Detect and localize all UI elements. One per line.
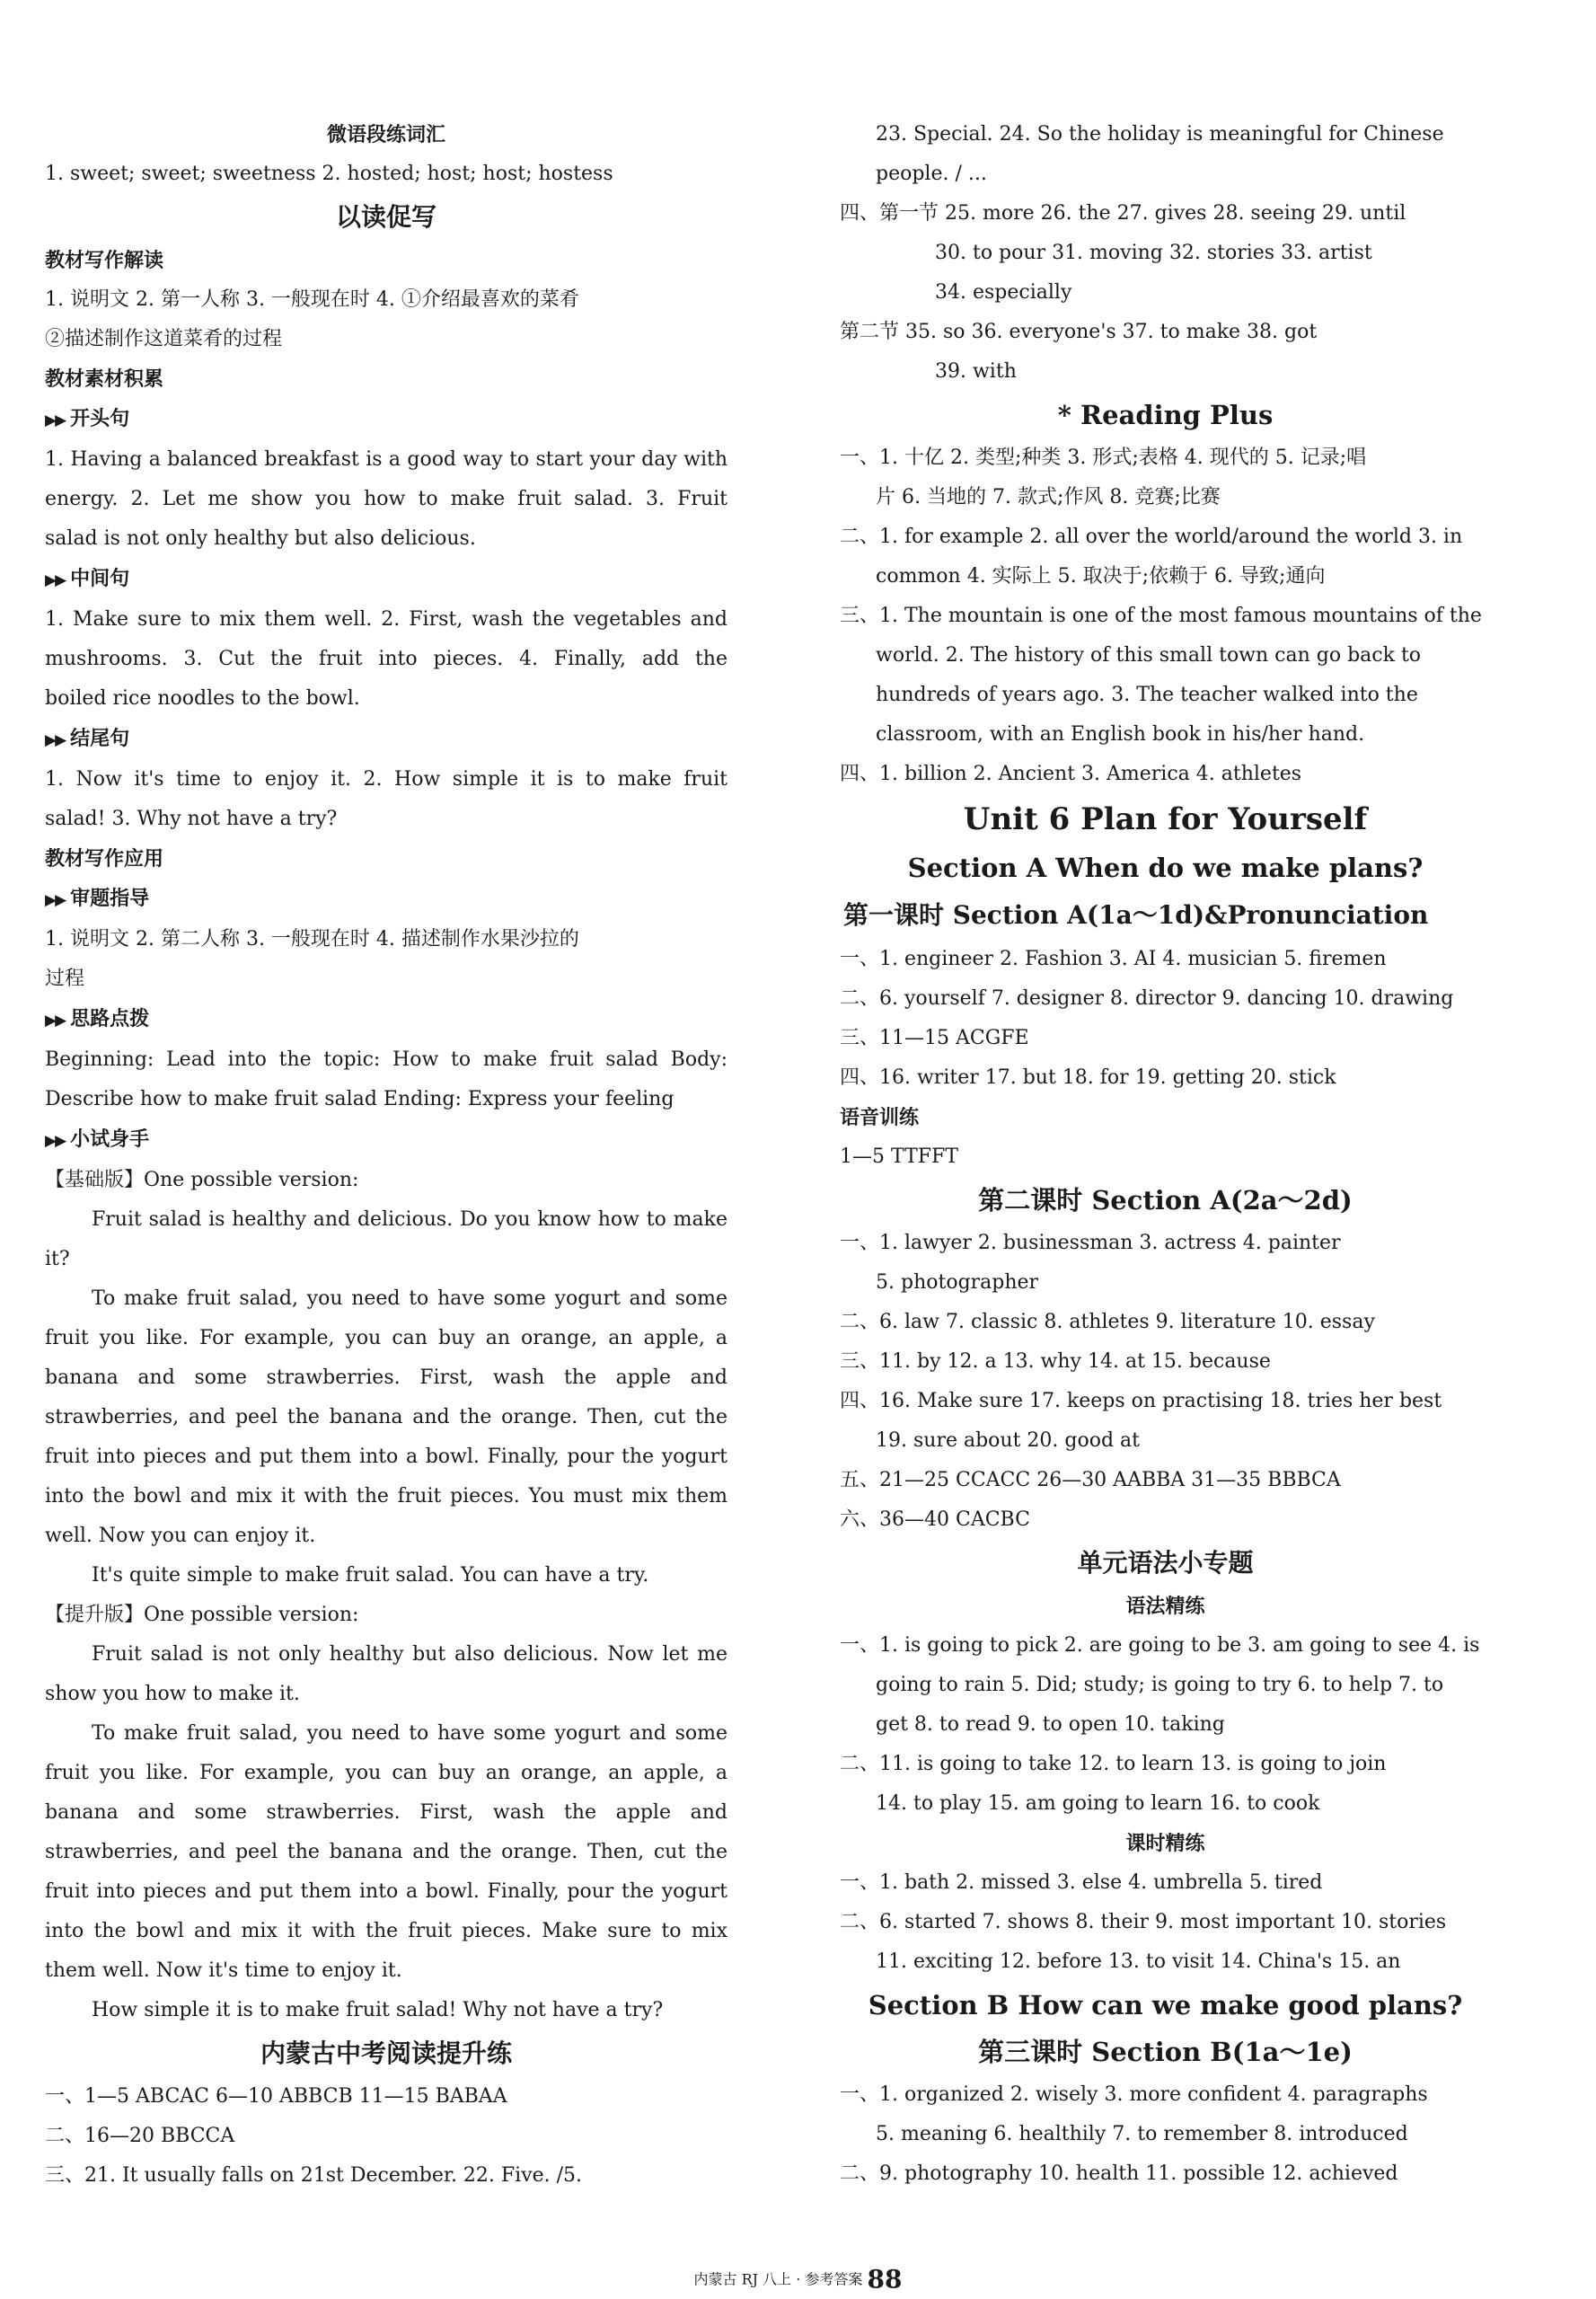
text-line: strawberries, and peel the banana and the orange. Then, cut the: [45, 1841, 727, 1863]
bullet-heading-text: 中间句: [70, 567, 130, 590]
answer-line: 39. with: [935, 360, 1017, 383]
answer-line: world. 2. The history of this small town can go back to: [876, 644, 1422, 667]
bullet-heading: [45, 1119, 727, 1161]
subsection-heading: 微语段练词汇: [326, 123, 445, 146]
unit-heading: Unit 6 Plan for Yourself: [963, 801, 1368, 837]
answer-line: 1. 说明文 2. 第一人称 3. 一般现在时 4. ①介绍最喜欢的菜肴: [45, 288, 579, 311]
answer-line: ②描述制作这道菜肴的过程: [45, 328, 283, 350]
answer-line: 一、1. organized 2. wisely 3. more confident 4. paragraphs: [840, 2083, 1428, 2106]
answer-line: 5. meaning 6. healthily 7. to remember 8. introduced: [876, 2123, 1408, 2145]
bullet-heading-text: 审题指导: [70, 887, 150, 910]
bullet-heading: [45, 399, 727, 440]
bullet-heading: [45, 879, 727, 920]
answer-line: 一、1. engineer 2. Fashion 3. AI 4. musician 5. firemen: [840, 948, 1387, 970]
answer-line: 二、6. law 7. classic 8. athletes 9. literature 10. essay: [840, 1311, 1375, 1333]
answer-line: well. Now you can enjoy it.: [45, 1525, 316, 1547]
answer-line: 1. 说明文 2. 第二人称 3. 一般现在时 4. 描述制作水果沙拉的: [45, 928, 579, 951]
answer-line: it?: [45, 1248, 70, 1270]
text-line: strawberries, and peel the banana and the orange. Then, cut the: [45, 1406, 727, 1428]
answer-line: 片 6. 当地的 7. 款式;作风 8. 竞赛;比赛: [876, 486, 1221, 508]
text-line: mushrooms. 3. Cut the fruit into pieces. 4. Finally, add the: [45, 648, 727, 670]
answer-line: 34. especially: [935, 281, 1072, 304]
answer-line: classroom, with an English book in his/her hand.: [876, 723, 1365, 746]
text-line: fruit into pieces and put them into a bowl. Finally, pour the yogurt: [45, 1446, 727, 1468]
left-column: [45, 115, 727, 2196]
text-line: Beginning: Lead into the topic: How to make fruit salad Body:: [45, 1048, 727, 1071]
answer-line: 三、11—15 ACGFE: [840, 1027, 1029, 1049]
answer-line: 五、21—25 CCACC 26—30 AABBA 31—35 BBBCA: [840, 1469, 1341, 1491]
bullet-heading-text: 思路点拨: [70, 1007, 150, 1030]
answer-line: 11. exciting 12. before 13. to visit 14. China's 15. an: [876, 1950, 1401, 1973]
paragraph-start: To make fruit salad, you need to have some yogurt and some: [92, 1722, 727, 1745]
answer-line: 第二节 35. so 36. everyone's 37. to make 38. got: [840, 321, 1318, 343]
answer-line: 二、11. is going to take 12. to learn 13. is going to join: [840, 1753, 1387, 1775]
answer-line: common 4. 实际上 5. 取决于;依赖于 6. 导致;通向: [876, 565, 1326, 588]
answer-line: 二、9. photography 10. health 11. possible 12. achieved: [840, 2162, 1398, 2185]
answer-line: 14. to play 15. am going to learn 16. to cook: [876, 1792, 1320, 1815]
answer-line: 二、16—20 BBCCA: [45, 2125, 235, 2147]
text-line: energy. 2. Let me show you how to make fruit salad. 3. Fruit: [45, 488, 727, 510]
bullet-heading: [45, 559, 727, 600]
answer-line: 1—5 TTFFT: [840, 1145, 958, 1168]
answer-line: salad is not only healthy but also delicious.: [45, 527, 476, 550]
text-line: fruit into pieces and put them into a bowl. Finally, pour the yogurt: [45, 1880, 727, 1903]
answer-line: 三、1. The mountain is one of the most famous mountains of the: [840, 605, 1482, 627]
text-line: 1. Having a balanced breakfast is a good way to start your day with: [45, 448, 727, 471]
answer-line: 30. to pour 31. moving 32. stories 33. artist: [935, 242, 1372, 264]
right-column: [840, 115, 1491, 2194]
text-line: into the bowl and mix it with the fruit pieces. Make sure to mix: [45, 1920, 727, 1942]
answer-line: 23. Special. 24. So the holiday is meaningful for Chinese: [876, 123, 1444, 146]
answer-line: 六、36—40 CACBC: [840, 1508, 1030, 1531]
double-triangle-icon: ▶▶: [45, 571, 66, 589]
double-triangle-icon: ▶▶: [45, 731, 66, 749]
bullet-heading-text: 小试身手: [70, 1127, 150, 1151]
answer-line: going to rain 5. Did; study; is going to try 6. to help 7. to: [876, 1674, 1444, 1696]
lesson-heading: 第一课时 Section A(1a～1d)&Pronunciation: [843, 900, 1429, 930]
answer-line: boiled rice noodles to the bowl.: [45, 687, 360, 710]
answer-line: 一、1. bath 2. missed 3. else 4. umbrella 5. tired: [840, 1871, 1323, 1894]
text-line: fruit you like. For example, you can buy an orange, an apple, a: [45, 1327, 727, 1349]
label-heading: 教材写作解读: [45, 249, 164, 272]
section-subheading: Section B How can we make good plans?: [868, 1990, 1463, 2020]
paragraph-start: Fruit salad is healthy and delicious. Do you know how to make: [92, 1208, 727, 1231]
answer-line: Describe how to make fruit salad Ending: Express your feeling: [45, 1088, 675, 1110]
label-heading: 语音训练: [840, 1106, 920, 1129]
answer-line: 过程: [45, 968, 85, 990]
answer-line: 二、6. yourself 7. designer 8. director 9. dancing 10. drawing: [840, 987, 1454, 1010]
paragraph-start: Fruit salad is not only healthy but also delicious. Now let me: [92, 1643, 727, 1666]
bullet-heading: [45, 999, 727, 1040]
answer-line: 5. photographer: [876, 1271, 1039, 1294]
answer-line: get 8. to read 9. to open 10. taking: [876, 1713, 1225, 1736]
text-line: 1. Make sure to mix them well. 2. First, wash the vegetables and: [45, 608, 727, 631]
text-line: banana and some strawberries. First, wash the apple and: [45, 1366, 727, 1389]
answer-line: 三、21. It usually falls on 21st December. 22. Five. /5.: [45, 2164, 583, 2187]
answer-line: 二、6. started 7. shows 8. their 9. most important 10. stories: [840, 1911, 1447, 1933]
answer-line: 19. sure about 20. good at: [876, 1429, 1141, 1452]
double-triangle-icon: ▶▶: [45, 891, 66, 909]
subsection-heading: 语法精练: [1125, 1595, 1205, 1618]
answer-line: 【基础版】One possible version:: [45, 1169, 359, 1191]
section-subheading: Section A When do we make plans?: [907, 853, 1424, 883]
answer-line: 四、16. writer 17. but 18. for 19. getting 20. stick: [840, 1066, 1336, 1089]
answer-line: show you how to make it.: [45, 1683, 300, 1705]
answer-line: 四、第一节 25. more 26. the 27. gives 28. seeing 29. until: [840, 202, 1406, 225]
answer-line: salad! 3. Why not have a try?: [45, 808, 338, 830]
page-number: 88: [867, 2264, 903, 2295]
footer-label: 内蒙古 RJ 八上 · 参考答案: [693, 2270, 863, 2288]
answer-line: 一、1—5 ABCAC 6—10 ABBCB 11—15 BABAA: [45, 2085, 507, 2108]
paragraph-start: To make fruit salad, you need to have some yogurt and some: [92, 1287, 727, 1310]
answer-line: hundreds of years ago. 3. The teacher walked into the: [876, 684, 1418, 706]
answer-line: 四、1. billion 2. Ancient 3. America 4. athletes: [840, 763, 1302, 785]
section-heading: 内蒙古中考阅读提升练: [260, 2038, 512, 2068]
text-line: 1. Now it's time to enjoy it. 2. How simple it is to make fruit: [45, 768, 727, 791]
answer-line: 一、1. lawyer 2. businessman 3. actress 4. painter: [840, 1232, 1341, 1254]
lesson-heading: 第三课时 Section B(1a～1e): [978, 2037, 1353, 2067]
paragraph-start: How simple it is to make fruit salad! Why not have a try?: [92, 1999, 664, 2021]
answer-line: 一、1. is going to pick 2. are going to be 3. am going to see 4. is: [840, 1634, 1480, 1657]
page-footer: [0, 2266, 1596, 2294]
double-triangle-icon: ▶▶: [45, 1012, 66, 1030]
bullet-heading-text: 结尾句: [70, 727, 130, 750]
paragraph-start: It's quite simple to make fruit salad. You can have a try.: [92, 1564, 649, 1587]
text-line: fruit you like. For example, you can buy an orange, an apple, a: [45, 1762, 727, 1784]
double-triangle-icon: ▶▶: [45, 411, 66, 429]
bullet-heading-text: 开头句: [70, 407, 130, 430]
answer-line: 四、16. Make sure 17. keeps on practising 18. tries her best: [840, 1390, 1442, 1412]
answer-line: them well. Now it's time to enjoy it.: [45, 1959, 402, 1982]
answer-line: 三、11. by 12. a 13. why 14. at 15. because: [840, 1350, 1271, 1373]
label-heading: 教材素材积累: [45, 367, 164, 391]
label-heading: 教材写作应用: [45, 847, 164, 871]
bullet-heading: [45, 719, 727, 760]
answer-line: 二、1. for example 2. all over the world/around the world 3. in: [840, 526, 1463, 548]
subsection-heading: 课时精练: [1125, 1832, 1205, 1855]
answer-line: people. / ...: [876, 163, 987, 185]
answer-line: 1. sweet; sweet; sweetness 2. hosted; host; host; hostess: [45, 163, 613, 185]
section-subheading: * Reading Plus: [1057, 400, 1274, 430]
answer-line: 一、1. 十亿 2. 类型;种类 3. 形式;表格 4. 现代的 5. 记录;唱: [840, 447, 1367, 469]
lesson-heading: 第二课时 Section A(2a～2d): [978, 1185, 1353, 1216]
section-heading: 以读促写: [335, 202, 436, 232]
answer-line: 【提升版】One possible version:: [45, 1604, 359, 1626]
text-line: into the bowl and mix it with the fruit pieces. You must mix them: [45, 1485, 727, 1508]
section-heading: 单元语法小专题: [1077, 1548, 1254, 1578]
text-line: banana and some strawberries. First, wash the apple and: [45, 1801, 727, 1824]
double-triangle-icon: ▶▶: [45, 1132, 66, 1150]
